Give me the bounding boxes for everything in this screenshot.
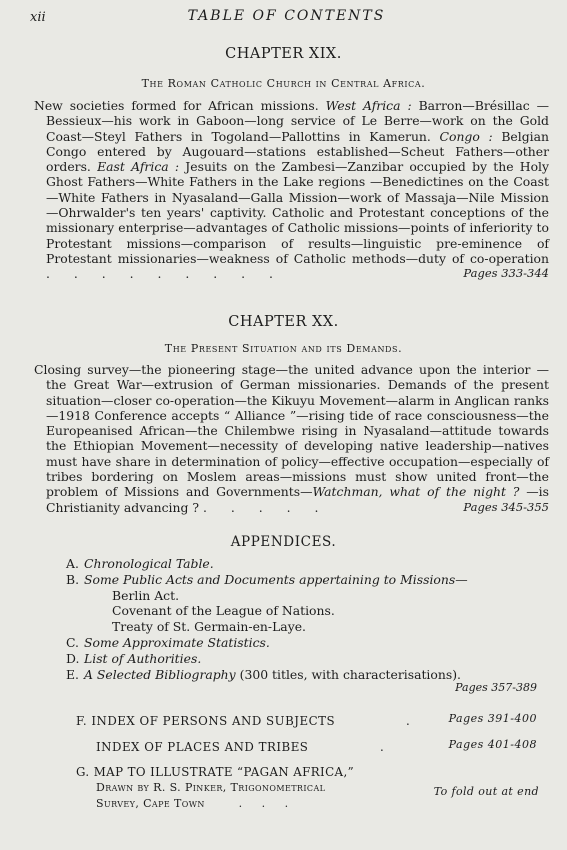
ch20-text-2: —is Christianity advancing ? [46,484,550,515]
appendix-b-item: Berlin Act. [112,587,180,603]
ch19-text-4: Jesuits on the Zambesi—Zanzibar occupied by the Holy Ghost Fathers—White Fathers in the Lake regions —Benedictines on the Coast—White Fathers in Nyasaland—Galla Mission—work of Massaja—Nile Mission—Ohrwalder's ten years' captivity. Catholic and Protestant conceptions of the missionary enterprise—advantages of Catholic missions—points of inferiority to Protestant missions—comparison of results—linguistic pre-eminence of Protestant missionaries—weakness of Catholic methods—duty of co-operation [46,159,549,266]
chapter-19-subtitle: The Roman Catholic Church in Central Africa. [141,77,426,90]
appendices-list [66,556,537,696]
ch20-text-1: Closing survey—the pioneering stage—the united advance upon the interior —the Great War—extrusion of German missionaries. Demands of the present situation—closer co-operation—the Kikuyu Movement—alarm in Anglican ranks—1918 Conference accepts “ Alliance ”—rising tide of race consciousness—the Europeanised African—the Chilembwe rising in Nyasaland—attitude towards the Ethiopian Movement—necessity of developing native leadership—natives must have share in determination of policy—effective occupation—especially of tribes bordering on Moslem areas—missions must show united front—the problem of Missions and Governments— [34,362,549,500]
ch19-region-congo: Congo : [439,128,502,144]
map-title: G. MAP TO ILLUSTRATE “PAGAN AFRICA,” [76,765,355,779]
chapter-20-subtitle: The Present Situation and its Demands. [164,342,403,355]
appendix-b: B. Some Public Acts and Documents appertaining to Missions— [66,571,468,587]
appendix-d: D. List of Authorities. [66,650,202,666]
ch19-region-east-africa: East Africa : [97,159,186,175]
ch20-pages: Pages 345-355 [463,499,549,514]
appendix-e: E. A Selected Bibliography (300 titles, with characterisations). [66,666,461,682]
ch19-region-west-africa: West Africa : [325,98,419,113]
ch20-leader-dots: . . . . . [202,499,329,515]
index-places-tribes [96,740,537,754]
index-persons-dot: . [406,714,411,728]
running-title: TABLE OF CONTENTS [187,8,386,24]
appendix-c: C. Some Approximate Statistics. [66,634,270,650]
page-header [30,8,543,30]
index-places-label: INDEX OF PLACES AND TRIBES [96,740,309,754]
index-places-pages: Pages 401-408 [448,738,537,751]
map-survey: Survey, Cape Town . . . [96,797,297,810]
ch19-text-2: Barron—Brésillac —Bessieux—his work in Gaboon—long service of Le Berre—work on the Gold Coast—Steyl Fathers in Togoland—Pallottins in Kamerun. [46,98,549,144]
appendix-b-item: Treaty of St. Germain-en-Laye. [112,619,306,635]
map-entry [76,764,539,812]
chapter-20-summary [34,362,549,515]
index-persons-label: F. INDEX OF PERSONS AND SUBJECTS [76,714,336,728]
chapter-19-summary [34,98,549,282]
index-places-dot: . [380,740,385,754]
chapter-19-title: CHAPTER XIX. [225,46,342,62]
map-fold-note: To fold out at end [433,785,539,798]
map-drawn-by: Drawn by R. S. Pinker, Trigonometrical [96,781,326,794]
ch19-pages: Pages 333-344 [463,266,549,281]
ch19-leader-dots: . . . . . . . . . [46,266,283,282]
index-persons-pages: Pages 391-400 [448,712,537,725]
appendix-a: A. Chronological Table. [66,556,214,571]
chapter-20-title: CHAPTER XX. [228,314,339,330]
appendix-e-pages: Pages 357-389 [455,681,537,695]
ch20-watchman-quote: Watchman, what of the night ? [312,484,520,500]
ch19-text-3: Belgian Congo entered by Augouard—stations established—Scheut Fathers—other orders. [46,128,549,175]
page-number: xii [30,10,46,25]
appendices-heading: APPENDICES. [230,534,337,550]
ch19-text-1: New societies formed for African missions. [34,98,326,113]
appendix-b-item: Covenant of the League of Nations. [112,603,335,619]
index-persons-subjects [76,714,537,728]
